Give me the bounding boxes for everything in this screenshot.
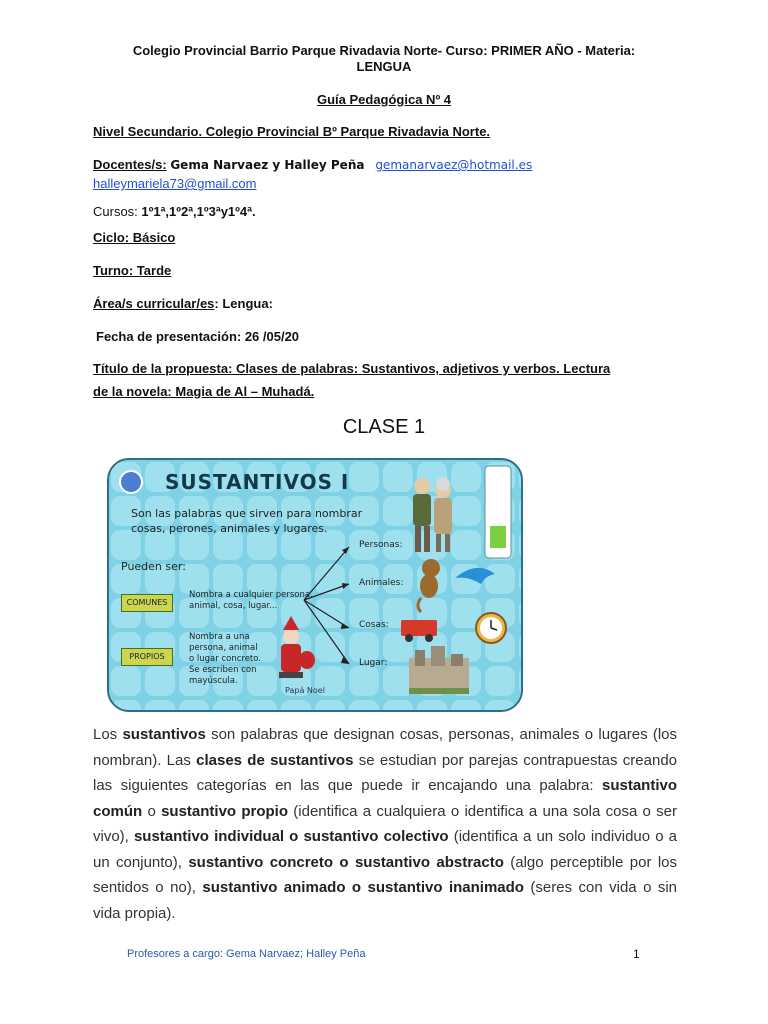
paragraph-bold: clases de sustantivos: [196, 751, 354, 769]
paragraph-bold: sustantivos: [122, 726, 206, 743]
paragraph-text: (identifica a cualquiera o identifica a una sola cosa o ser vivo),: [93, 802, 678, 845]
definition-line-2: cosas, perones, animales y lugares.: [131, 522, 328, 535]
comunes-desc-line-1: Nombra a cualquier persona,: [189, 590, 313, 600]
docentes-line: [93, 157, 532, 173]
papa-noel-caption: Papá Noel: [285, 686, 325, 695]
paragraph-text: (seres con vida o sin vida propia).: [93, 879, 678, 922]
comunes-tag: COMUNES: [121, 594, 173, 612]
area-line: [93, 296, 273, 312]
animales-label: Animales:: [359, 578, 404, 588]
propios-tag: PROPIOS: [121, 648, 173, 666]
paragraph-bold: sustantivo animado o sustantivo inanimado: [202, 879, 524, 896]
paragraph-bold: sustantivo individual o sustantivo colectivo: [133, 828, 449, 845]
propios-desc-line-2: persona, animal: [189, 643, 258, 653]
page-footer: Profesores a cargo: Gema Narvaez; Halley Peña: [127, 948, 366, 960]
paragraph-bold: sustantivo propio: [161, 802, 289, 820]
docentes-label: Docentes/s:: [93, 157, 167, 172]
paragraph-bold: sustantivo concreto o sustantivo abstracto: [188, 853, 504, 871]
clock-icon: [476, 613, 506, 643]
definition-text: [131, 506, 362, 536]
header-line-1: Colegio Provincial Barrio Parque Rivadavia Norte- Curso: PRIMER AÑO - Materia:: [132, 43, 636, 58]
cursos-line: [93, 204, 256, 220]
guide-title: Guía Pedagógica Nº 4: [316, 92, 452, 107]
paragraph-text: (identifica a un solo individuo o a un conjunto),: [93, 828, 677, 871]
nivel-line: Nivel Secundario. Colegio Provincial Bº Parque Rivadavia Norte.: [93, 124, 491, 139]
email-link-2[interactable]: halleymariela73@gmail.com: [93, 176, 257, 191]
lugar-label: Lugar:: [359, 658, 388, 668]
paragraph-bold: sustantivo común: [93, 777, 677, 820]
school-header: [92, 43, 676, 75]
personas-label: Personas:: [359, 540, 403, 550]
header-line-2: LENGUA: [356, 59, 412, 74]
comunes-description: [189, 590, 313, 612]
page-number: 1: [633, 947, 640, 961]
paragraph-text: o: [142, 802, 162, 820]
pueden-ser-label: Pueden ser:: [121, 560, 186, 573]
email-link-1[interactable]: gemanarvaez@hotmail.es: [375, 158, 533, 172]
definition-line-1: Son las palabras que sirven para nombrar: [131, 507, 363, 520]
comunes-desc-line-2: animal, cosa, lugar...: [189, 601, 278, 611]
fecha-line: Fecha de presentación: 26 /05/20: [96, 329, 300, 344]
turno-line: Turno: Tarde: [93, 263, 172, 278]
cursos-value: 1º1ª,1º2ª,1º3ªy1º4ª.: [141, 204, 256, 219]
docentes-names: Gema Narvaez y Halley Peña: [170, 158, 365, 172]
area-value: : Lengua:: [214, 296, 273, 311]
email-line-2: [93, 176, 256, 192]
propios-desc-line-4: Se escriben con: [189, 665, 257, 675]
sustantivos-paragraph: [93, 722, 677, 926]
infographic-title: SUSTANTIVOS I: [165, 470, 350, 494]
area-label: Área/s curricular/es: [93, 296, 215, 311]
paragraph-text: se estudian por parejas contrapuestas creando las siguientes categorías en las que puede ir encajando una palabra:: [93, 751, 677, 794]
paragraph-text: (algo perceptible por los sentidos o no),: [93, 853, 677, 896]
titulo-line-2: de la novela: Magia de Al – Muhadá.: [93, 384, 315, 399]
titulo-line-1: Título de la propuesta: Clases de palabras: Sustantivos, adjetivos y verbos. Lectura: [93, 361, 611, 376]
propios-description: [189, 632, 261, 687]
clase-title: CLASE 1: [342, 416, 426, 438]
propios-desc-line-5: mayúscula.: [189, 676, 238, 686]
infographic-graphics: [109, 460, 521, 710]
propios-desc-line-3: o lugar concreto.: [189, 654, 262, 664]
cursos-label: Cursos:: [93, 204, 142, 219]
cosas-label: Cosas:: [359, 620, 389, 630]
ciclo-line: Ciclo: Básico: [93, 230, 176, 245]
propios-desc-line-1: Nombra a una: [189, 632, 250, 642]
sustantivos-infographic: [107, 458, 523, 712]
paragraph-text: Los: [93, 726, 123, 743]
paragraph-text: son palabras que designan cosas, personas, animales o lugares (los nombran). Las: [93, 726, 677, 769]
